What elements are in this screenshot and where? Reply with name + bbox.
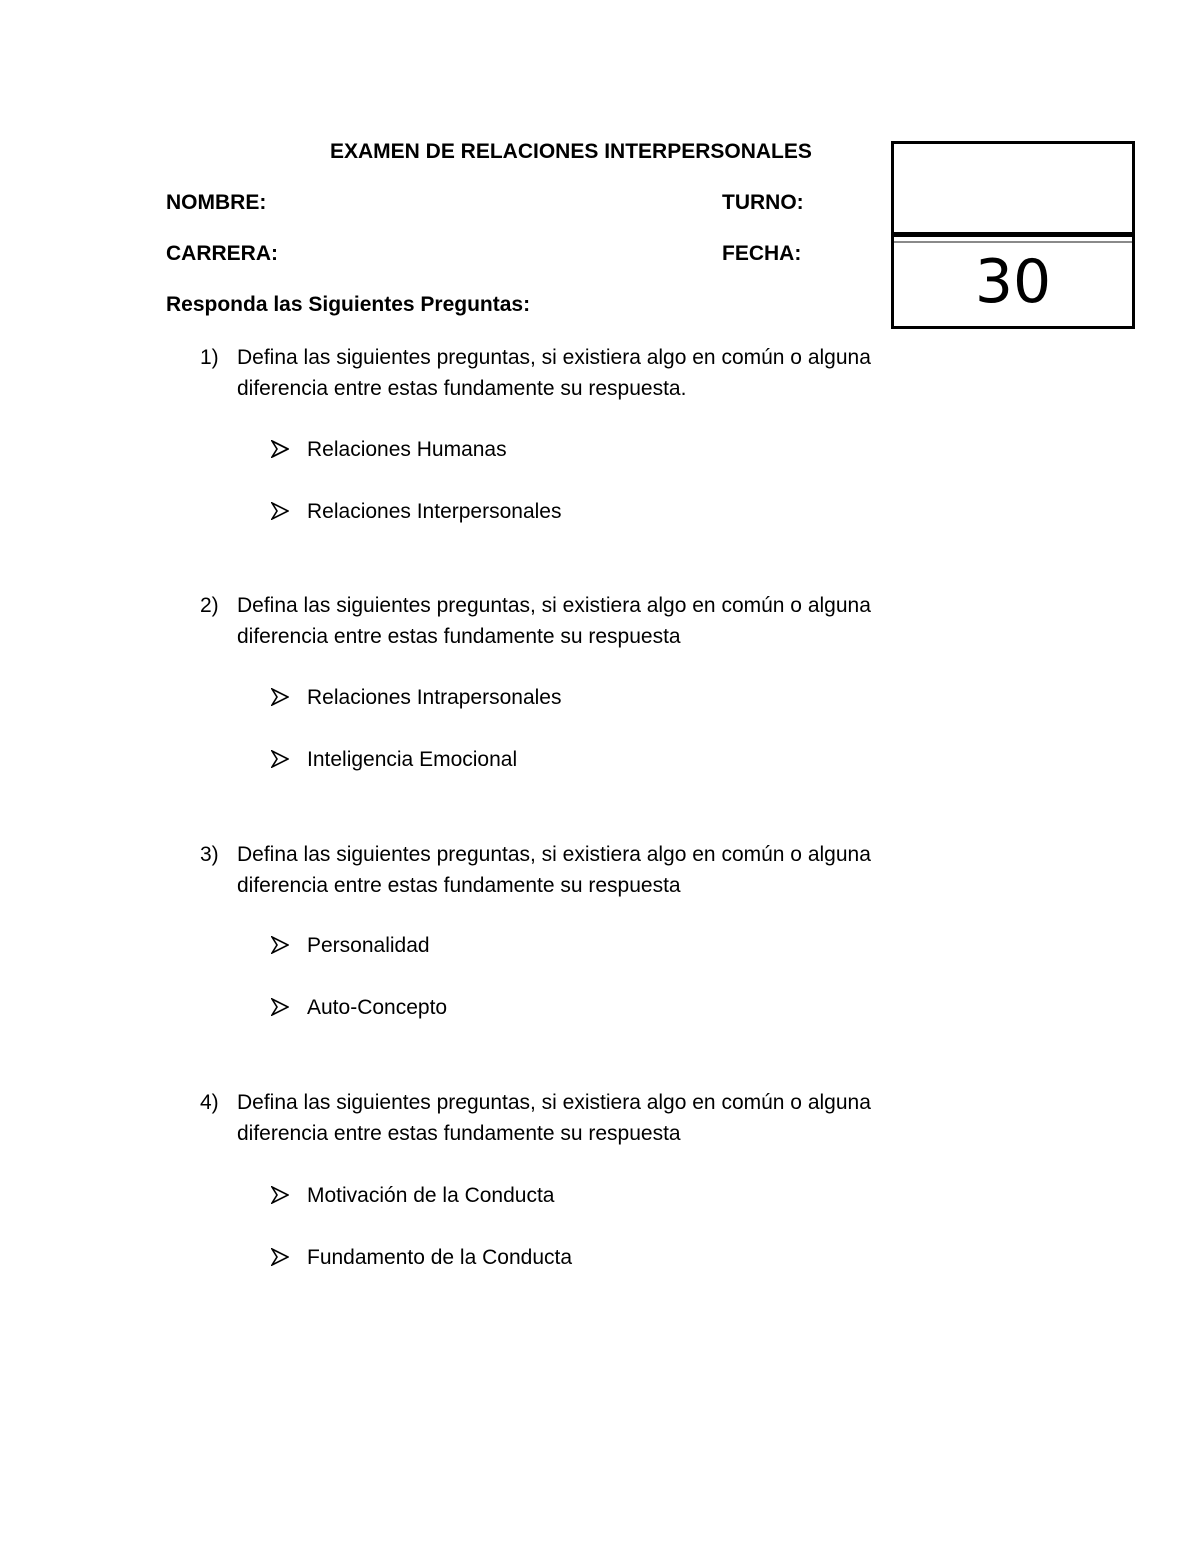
question-text: Defina las siguientes preguntas, si existiera algo en común o alguna diferencia entre estas fundamente su respuesta bbox=[237, 1091, 871, 1145]
score-box bbox=[891, 141, 1135, 329]
instructions-heading: Responda las Siguientes Preguntas: bbox=[166, 293, 531, 316]
list-item bbox=[271, 1244, 572, 1272]
question-1 bbox=[200, 342, 960, 404]
fecha-label: FECHA: bbox=[722, 242, 802, 265]
list-item-label: Motivación de la Conducta bbox=[307, 1184, 555, 1207]
turno-label: TURNO: bbox=[722, 191, 804, 214]
arrowhead-bullet-icon bbox=[271, 1186, 289, 1204]
list-item-label: Inteligencia Emocional bbox=[307, 748, 518, 771]
list-item-label: Personalidad bbox=[307, 934, 430, 957]
nombre-label: NOMBRE: bbox=[166, 191, 267, 214]
score-divider bbox=[894, 241, 1132, 243]
list-item-label: Relaciones Intrapersonales bbox=[307, 686, 562, 709]
score-value: 30 bbox=[974, 247, 1052, 317]
question-text: Defina las siguientes preguntas, si existiera algo en común o alguna diferencia entre estas fundamente su respuesta. bbox=[237, 346, 871, 400]
score-blank-cell bbox=[894, 144, 1132, 237]
question-number: 1) bbox=[200, 346, 219, 369]
arrowhead-bullet-icon bbox=[271, 750, 289, 768]
list-item bbox=[271, 994, 447, 1022]
arrowhead-bullet-icon bbox=[271, 502, 289, 520]
question-number: 4) bbox=[200, 1091, 219, 1114]
carrera-label: CARRERA: bbox=[166, 242, 278, 265]
list-item-label: Relaciones Interpersonales bbox=[307, 500, 562, 523]
list-item bbox=[271, 498, 561, 526]
arrowhead-bullet-icon bbox=[271, 440, 289, 458]
question-3 bbox=[200, 839, 960, 901]
list-item-label: Auto-Concepto bbox=[307, 996, 448, 1019]
list-item-label: Fundamento de la Conducta bbox=[307, 1246, 573, 1269]
list-item bbox=[271, 1182, 554, 1210]
arrowhead-bullet-icon bbox=[271, 688, 289, 706]
list-item bbox=[271, 436, 507, 464]
list-item-label: Relaciones Humanas bbox=[307, 438, 507, 461]
arrowhead-bullet-icon bbox=[271, 1248, 289, 1266]
list-item bbox=[271, 684, 561, 712]
arrowhead-bullet-icon bbox=[271, 936, 289, 954]
question-text: Defina las siguientes preguntas, si existiera algo en común o alguna diferencia entre estas fundamente su respuesta bbox=[237, 843, 871, 897]
list-item bbox=[271, 746, 517, 774]
question-number: 2) bbox=[200, 594, 219, 617]
arrowhead-bullet-icon bbox=[271, 998, 289, 1016]
question-4 bbox=[200, 1087, 960, 1149]
exam-title: EXAMEN DE RELACIONES INTERPERSONALES bbox=[330, 140, 812, 163]
question-text: Defina las siguientes preguntas, si existiera algo en común o alguna diferencia entre estas fundamente su respuesta bbox=[237, 594, 871, 648]
list-item bbox=[271, 932, 430, 960]
question-2 bbox=[200, 590, 960, 652]
question-number: 3) bbox=[200, 843, 219, 866]
